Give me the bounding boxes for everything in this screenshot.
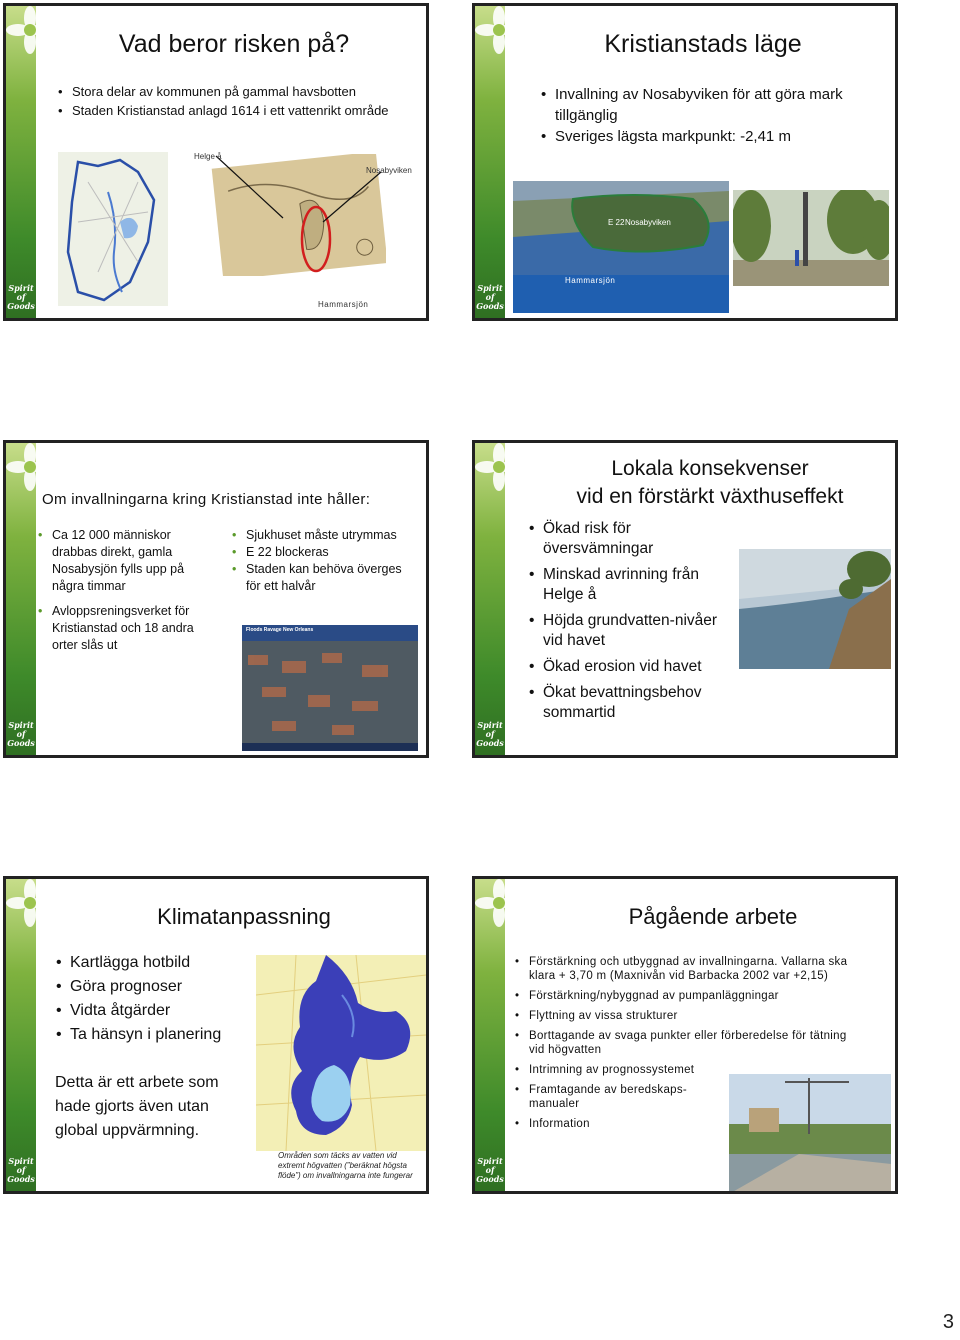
bullet-item: • Förstärkning/nybyggnad av pumpanläggningar — [513, 989, 849, 1003]
bullet-list-left — [36, 527, 214, 654]
photo-lowest-point-monument — [733, 190, 889, 286]
label-hammarsjon: Hammarsjön — [318, 300, 369, 309]
label-e22: E 22 — [608, 218, 625, 227]
slide-om-invallningarna — [3, 440, 429, 758]
bullet-item: • Framtagande av beredskaps-manualer — [513, 1083, 729, 1111]
bullet-item: • E 22 blockeras — [230, 544, 410, 561]
slide-pagaende-arbete — [472, 876, 898, 1194]
label-helge-a: Helge å — [194, 152, 222, 161]
photo-construction-site — [729, 1074, 891, 1194]
slide-title: Vad beror risken på? — [118, 30, 350, 58]
flower-logo-icon — [3, 440, 60, 497]
slide-kristianstads-lage — [472, 3, 898, 321]
bullet-item: • Ökat bevattningsbehov sommartid — [527, 683, 727, 723]
bullet-item: • Flyttning av vissa strukturer — [513, 1009, 849, 1023]
bullet-item: • Intrimning av prognossystemet — [513, 1063, 729, 1077]
label-hammarsjon: Hammarsjön — [565, 276, 616, 285]
title-line-2: vid en förstärkt växthuseffekt — [576, 485, 844, 508]
bullet-list — [539, 84, 889, 147]
bullet-list — [54, 951, 254, 1047]
bullet-item: • Stora delar av kommunen på gammal havsbotten — [56, 82, 426, 101]
slide-title — [515, 455, 898, 511]
bullet-item: • Sveriges lägsta markpunkt: -2,41 m — [539, 126, 889, 147]
photo-coastal-erosion — [739, 549, 891, 669]
bullet-item: • Höjda grundvatten-nivåer vid havet — [527, 611, 727, 651]
kristianstad-region-map — [58, 152, 168, 306]
slide-title: Om invallningarna kring Kristianstad inte håller: — [42, 491, 371, 508]
page-number: 3 — [942, 1311, 954, 1333]
bullet-item: • Förstärkning och utbyggnad av invallningarna. Vallarna ska klara + 3,70 m (Maxnivån vid Barbacka 2002 var +2,15) — [513, 955, 849, 983]
spirit-of-goods-logo: Spirit of Goods — [7, 720, 35, 748]
bullet-item: • Avloppsreningsverket för Kristianstad och 18 andra orter slås ut — [36, 603, 214, 654]
slide-title: Klimatanpassning — [157, 904, 331, 929]
bullet-item: • Sjukhuset måste utrymmas — [230, 527, 410, 544]
slide-title: Pågående arbete — [628, 904, 798, 929]
spirit-of-goods-logo: Spirit of Goods — [476, 283, 504, 311]
bullet-item: • Minskad avrinning från Helge å — [527, 565, 727, 605]
bullet-item: • Ökad risk för översvämningar — [527, 519, 727, 559]
bullet-item: • Invallning av Nosabyviken för att göra mark tillgänglig — [539, 84, 889, 126]
bullet-item: • Borttagande av svaga punkter eller förberedelse för tätning vid högvatten — [513, 1029, 849, 1057]
bullet-item: • Ökad erosion vid havet — [527, 657, 727, 677]
spirit-of-goods-logo: Spirit of Goods — [476, 1156, 504, 1184]
slide-vad-beror-risken — [3, 3, 429, 321]
label-nosabyviken: Nosabyviken — [625, 218, 671, 227]
title-line-1: Lokala konsekvenser — [611, 457, 809, 480]
bullet-list — [527, 519, 727, 723]
photo-flooded-new-orleans — [242, 625, 418, 751]
spirit-of-goods-logo: Spirit of Goods — [476, 720, 504, 748]
spirit-of-goods-logo: Spirit of Goods — [7, 1156, 35, 1184]
flood-extent-map — [256, 955, 426, 1151]
spirit-of-goods-logo: Spirit of Goods — [7, 283, 35, 311]
map-caption: Områden som täcks av vatten vid extremt högvatten (”beräknat högsta flöde”) om invallningarna inte fungerar — [278, 1151, 413, 1180]
note-text: Detta är ett arbete som hade gjorts även utan global uppvärmning. — [55, 1074, 219, 1139]
bullet-item: • Ca 12 000 människor drabbas direkt, gamla Nosabysjön fylls upp på några timmar — [36, 527, 214, 595]
historical-map — [211, 154, 386, 276]
bullet-list-right — [230, 527, 410, 595]
photo-header-text: Floods Ravage New Orleans — [246, 627, 314, 633]
bullet-list — [56, 82, 426, 120]
aerial-photo-nosabyviken — [513, 181, 729, 313]
label-nosabyviken: Nosabyviken — [366, 166, 412, 175]
bullet-item: • Göra prognoser — [54, 975, 254, 999]
bullet-item: • Staden kan behöva överges för ett halvår — [230, 561, 410, 595]
bullet-item: • Kartlägga hotbild — [54, 951, 254, 975]
slide-klimatanpassning — [3, 876, 429, 1194]
slide-lokala-konsekvenser — [472, 440, 898, 758]
bullet-item: • Vidta åtgärder — [54, 999, 254, 1023]
slide-title: Kristianstads läge — [604, 30, 802, 58]
bullet-item: • Ta hänsyn i planering — [54, 1023, 254, 1047]
bullet-item: • Staden Kristianstad anlagd 1614 i ett vattenrikt område — [56, 101, 426, 120]
bullet-item: • Information — [513, 1117, 729, 1131]
